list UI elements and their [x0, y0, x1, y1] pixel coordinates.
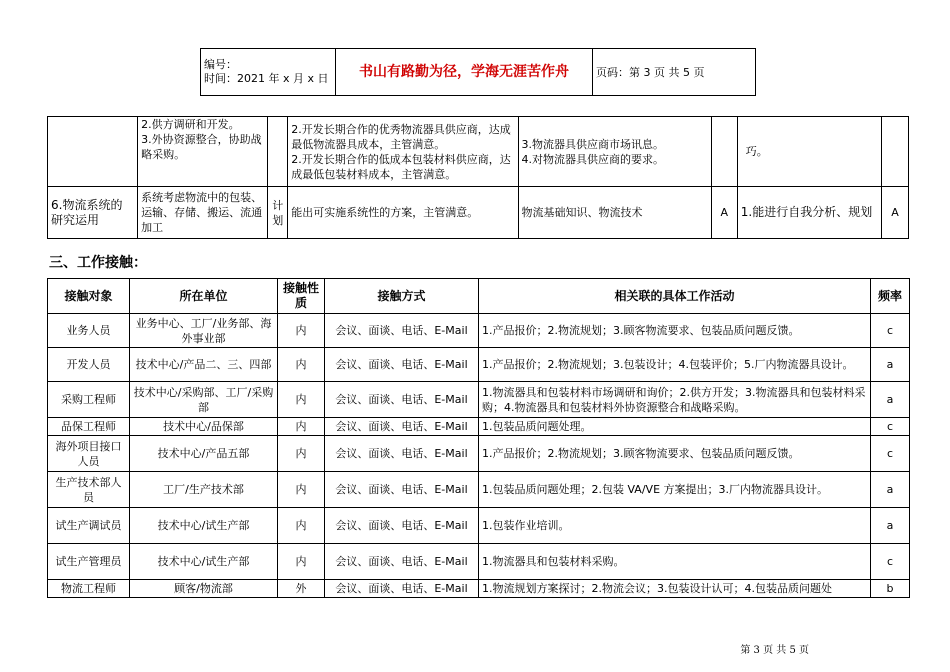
header-meta	[201, 49, 336, 96]
cell: 内	[278, 472, 325, 508]
cell: 6.物流系统的研究运用	[48, 187, 138, 239]
cell: 3.物流器具供应商市场讯息。 4.对物流器具供应商的要求。	[518, 117, 711, 187]
cell: 会议、面谈、电话、E-Mail	[325, 348, 479, 382]
cell: 系统考虑物流中的包装、运输、存储、搬运、流通加工	[138, 187, 268, 239]
cell: 内	[278, 314, 325, 348]
cell: 2.供方调研和开发。 3.外协资源整合，协助战略采购。	[138, 117, 268, 187]
cell: 1.能进行自我分析、规划	[737, 187, 881, 239]
cell: A	[711, 187, 737, 239]
time-text: 时间：2021 年 x 月 x 日	[204, 72, 329, 85]
cell: 物流工程师	[48, 580, 130, 598]
cell: 2.开发长期合作的优秀物流器具供应商，达成最低物流器具成本，主管满意。 2.开发长期合作的低成本包装材料供应商，达成最低包装材料成本，主管满意。	[288, 117, 518, 187]
cell: 内	[278, 418, 325, 436]
table-row	[48, 187, 909, 239]
cell: c	[871, 314, 910, 348]
table-row	[48, 314, 910, 348]
page-code: 页码：第 3 页 共 5 页	[593, 49, 756, 96]
cell: 品保工程师	[48, 418, 130, 436]
cell: 技术中心/品保部	[130, 418, 278, 436]
cell: 内	[278, 382, 325, 418]
cell: 业务人员	[48, 314, 130, 348]
cell	[268, 117, 288, 187]
cell: 采购工程师	[48, 382, 130, 418]
number-label: 编号：	[204, 58, 237, 71]
cell: 技术中心/试生产部	[130, 508, 278, 544]
cell: c	[871, 436, 910, 472]
table-row	[48, 472, 910, 508]
cell: 会议、面谈、电话、E-Mail	[325, 418, 479, 436]
cell	[48, 117, 138, 187]
cell: 生产技术部人员	[48, 472, 130, 508]
table-row	[48, 580, 910, 598]
cell: 会议、面谈、电话、E-Mail	[325, 508, 479, 544]
cell: 1.包装作业培训。	[479, 508, 871, 544]
cell: 物流基础知识、物流技术	[518, 187, 711, 239]
cell: 试生产管理员	[48, 544, 130, 580]
cell: 计划	[268, 187, 288, 239]
section-title: 三、工作接触：	[49, 255, 147, 271]
column-header: 相关联的具体工作活动	[479, 279, 871, 314]
column-header: 接触方式	[325, 279, 479, 314]
cell: A	[881, 187, 908, 239]
cell: 1.物流规划方案探讨；2.物流会议；3.包装设计认可；4.包装品质问题处	[479, 580, 871, 598]
cell: a	[871, 382, 910, 418]
cell: 顾客/物流部	[130, 580, 278, 598]
cell: 技术中心/采购部、工厂/采购部	[130, 382, 278, 418]
motto-text: 书山有路勤为径，学海无涯苦作舟	[336, 49, 593, 96]
cell: 会议、面谈、电话、E-Mail	[325, 472, 479, 508]
cell: 会议、面谈、电话、E-Mail	[325, 544, 479, 580]
cell	[711, 117, 737, 187]
cell: 1.物流器具和包装材料采购。	[479, 544, 871, 580]
cell: b	[871, 580, 910, 598]
cell: 技术中心/试生产部	[130, 544, 278, 580]
cell: 1.包装品质问题处理；2.包装 VA/VE 方案提出；3.厂内物流器具设计。	[479, 472, 871, 508]
table-row	[48, 382, 910, 418]
table-row	[48, 117, 909, 187]
cell: 能出可实施系统性的方案，主管满意。	[288, 187, 518, 239]
cell: a	[871, 508, 910, 544]
cell: 会议、面谈、电话、E-Mail	[325, 580, 479, 598]
cell: 开发人员	[48, 348, 130, 382]
cell: 技术中心/产品二、三、四部	[130, 348, 278, 382]
cell: 1.产品报价；2.物流规划；3.包装设计；4.包装评价；5.厂内物流器具设计。	[479, 348, 871, 382]
column-header: 所在单位	[130, 279, 278, 314]
page-header	[200, 48, 756, 96]
work-contact-table	[47, 278, 910, 598]
cell: 1.物流器具和包装材料市场调研和询价；2.供方开发；3.物流器具和包装材料采购；4.物流器具和包装材料外协资源整合和战略采购。	[479, 382, 871, 418]
table-row	[48, 418, 910, 436]
cell: 1.产品报价；2.物流规划；3.顾客物流要求、包装品质问题反馈。	[479, 436, 871, 472]
page-footer: 第 3 页 共 5 页	[740, 645, 809, 656]
cell: a	[871, 472, 910, 508]
cell: 业务中心、工厂/业务部、海外事业部	[130, 314, 278, 348]
cell: 技术中心/产品五部	[130, 436, 278, 472]
table-row	[48, 508, 910, 544]
cell: 会议、面谈、电话、E-Mail	[325, 314, 479, 348]
cell: 会议、面谈、电话、E-Mail	[325, 382, 479, 418]
responsibility-table-continued	[47, 116, 909, 239]
cell: 内	[278, 348, 325, 382]
cell: 外	[278, 580, 325, 598]
cell: 海外项目接口人员	[48, 436, 130, 472]
cell	[881, 117, 908, 187]
cell: 内	[278, 544, 325, 580]
cell: 内	[278, 508, 325, 544]
cell: 内	[278, 436, 325, 472]
cell: 工厂/生产技术部	[130, 472, 278, 508]
table-row	[48, 544, 910, 580]
column-header: 频率	[871, 279, 910, 314]
table-row	[48, 348, 910, 382]
cell: 会议、面谈、电话、E-Mail	[325, 436, 479, 472]
cell: c	[871, 418, 910, 436]
cell: 1.包装品质问题处理。	[479, 418, 871, 436]
cell: 试生产调试员	[48, 508, 130, 544]
column-header: 接触对象	[48, 279, 130, 314]
table-header-row	[48, 279, 910, 314]
cell: a	[871, 348, 910, 382]
cell: c	[871, 544, 910, 580]
cell: 1.产品报价；2.物流规划；3.顾客物流要求、包装品质问题反馈。	[479, 314, 871, 348]
cell: 巧。	[737, 117, 881, 187]
table-row	[48, 436, 910, 472]
column-header: 接触性质	[278, 279, 325, 314]
